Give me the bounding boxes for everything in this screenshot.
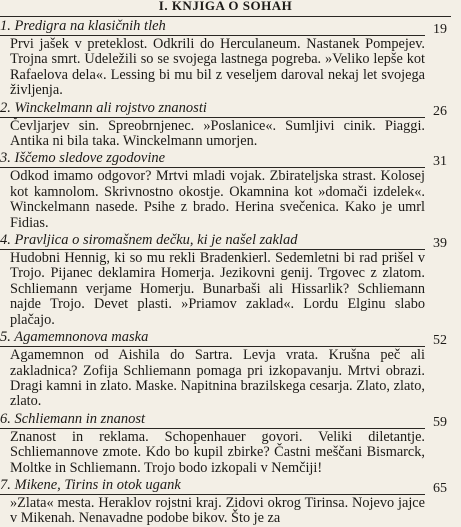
- chapter-summary: Čevljarjev sin. Spreobrnjenec. »Poslanice«. Sumljivi cinik. Piaggi. Antika ni bila taka. Winckelmann umorjen.: [10, 117, 425, 150]
- page-number: 26: [433, 103, 447, 119]
- page-number: 19: [433, 22, 447, 37]
- toc-entry: [0, 330, 451, 410]
- page-number: 39: [433, 236, 447, 252]
- chapter-heading: 1. Predigra na klasičnih tleh: [0, 18, 166, 34]
- toc-entry: [0, 478, 451, 527]
- chapter-summary: Agamemnon od Aishila do Sartra. Levja vrata. Krušna peč ali zakladnica? Zofija Schliemann pomaga pri izkopavanju. Mrtvi obrazi. Dragi kamni in zlato. Maske. Napitnina brazilskega cesarja. Zlato, zlato, zlato.: [10, 347, 425, 410]
- chapter-summary: »Zlata« mesta. Heraklov rojstni kraj. Zidovi okrog Tirinsa. Nojevo jajce v Mikenah. Nenavadne podobe bikov. Što je za: [10, 494, 425, 527]
- chapter-summary: Prvi jašek v preteklost. Odkrili do Herculaneum. Nastanek Pompejev. Trojna smrt. Udeležili so se svojega lastnega pogreba. »Veliko lepše kot Rafaelova dela«. Lessing bi mu bil z veseljem daroval nekaj let svojega življenja.: [10, 36, 425, 99]
- chapter-heading: 6. Schliemann in znanost: [0, 410, 145, 427]
- page-number: 31: [433, 154, 447, 170]
- chapter-summary: Hudobni Hennig, ki so mu rekli Bradenkierl. Sedemletni bi rad prišel v Trojo. Pijanec deklamira Homerja. Jezikovni genij. Trgovec z zlatom. Schliemann verjame Homerju. Bunarbaši ali Hissarlik? Schliemann najde Trojo. Devet plasti. »Priamov zaklad«. Lordu Elginu slabo plačajo.: [10, 250, 425, 328]
- toc-entry: [0, 151, 451, 231]
- header-rule: [0, 16, 451, 17]
- page-number: 52: [433, 333, 447, 349]
- heading-underline: [0, 494, 425, 495]
- chapter-heading: 3. Iščemo sledove zgodovine: [0, 150, 166, 167]
- page-number: 59: [433, 414, 447, 430]
- chapter-heading: 5. Agamemnonova maska: [0, 329, 149, 346]
- chapter-heading: 4. Pravljica o siromašnem dečku, ki je našel zaklad: [0, 232, 298, 249]
- toc-entry: [0, 233, 451, 328]
- toc-entry: [0, 19, 451, 99]
- page-number: 65: [433, 480, 447, 496]
- chapter-summary: Odkod imamo odgovor? Mrtvi mladi vojak. Zbirateljska strast. Kolosej kot kamnolom. Skrivnostno okostje. Okamnina kot »domači izdelek«. Winckelmann nasede. Psihe z brado. Herina svečenica. Kako je umrl Fidias.: [10, 168, 425, 231]
- table-of-contents: [0, 19, 451, 527]
- part-title: I. KNJIGA O SOHAH: [158, 0, 293, 13]
- chapter-summary: Znanost in reklama. Schopenhauer govori. Veliki diletantje. Schliemannove zmote. Kdo bo kupil zbirke? Častni meščani Bismarck, Moltke in Schliemann. Trojo bodo izkopali v Nemčiji!: [10, 428, 425, 476]
- toc-entry: [0, 412, 451, 476]
- toc-entry: [0, 101, 451, 150]
- chapter-heading: 7. Mikene, Tirins in otok ugank: [0, 476, 181, 493]
- chapter-heading: 2. Winckelmann ali rojstvo znanosti: [0, 99, 207, 116]
